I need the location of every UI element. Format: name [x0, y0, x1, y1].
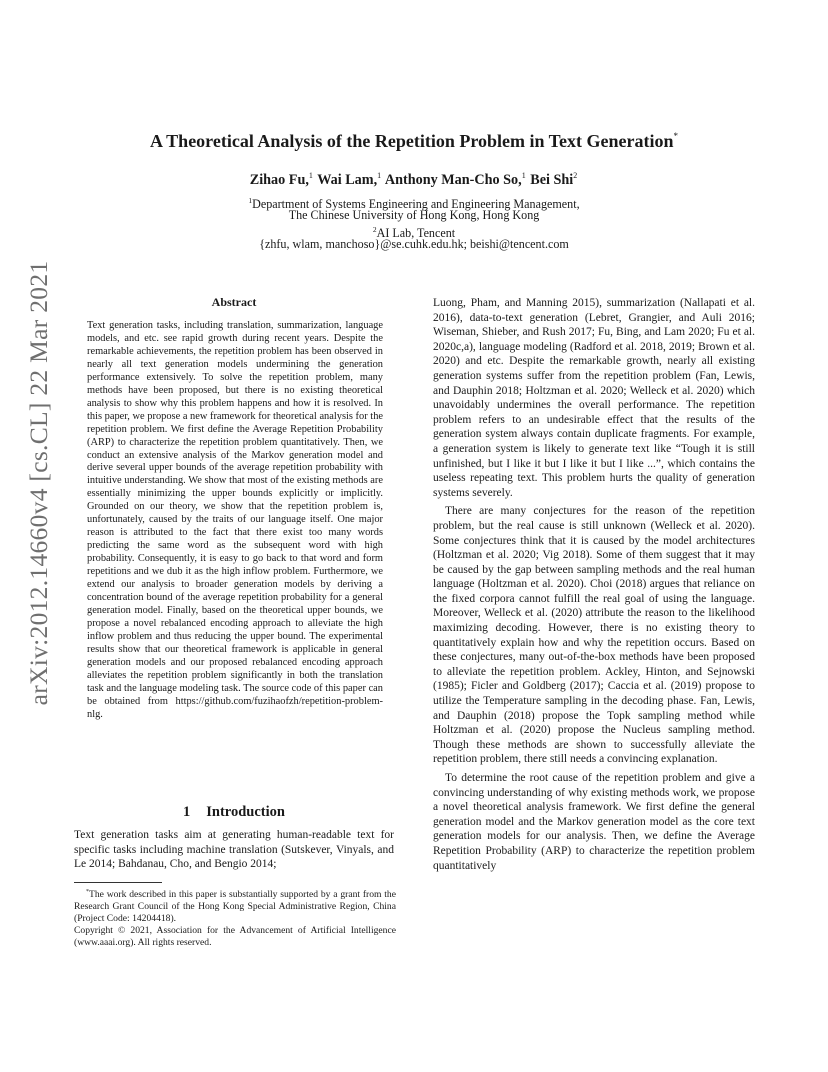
right-column [433, 296, 755, 873]
title-footnote-mark: * [673, 131, 678, 141]
footnote-block [74, 887, 396, 949]
paper-title: A Theoretical Analysis of the Repetition Problem in Text Generation [150, 131, 674, 151]
author-emails: {zhfu, wlam, manchoso}@se.cuhk.edu.hk; beishi@tencent.com [259, 237, 569, 251]
author-name: Bei Shi [530, 172, 574, 188]
paragraph-text: There are many conjectures for the reason of the repetition problem, but the real cause is still unknown (Welleck et al. 2020). Some conjectures think that it is caused by the model architectures (Holtzman et al. 2020; Vig 2018). Some of them suggest that it may be caused by the gap between sampling methods and the real human language (Holtzman et al. 2020). Choi (2018) argues that reliance on the fixed corpora cannot fulfill the real goal of using the language. Moreover, Welleck et al. (2020) attribute the reason to the likelihood maximizing decoding. However, there is no existing theory to quantitatively explain how and why the repetition occurs. Based on these conjectures, many out-of-the-box methods have been proposed to alleviate the repetition problem. Ackley, Hinton, and Sejnowski (1985); Ficler and Goldberg (2017); Caccia et al. (2019) propose to utilize the Temperature sampling in the decoding phase. Fan, Lewis, and Dauphin (2018) propose the Topk sampling method while Holtzman et al. (2020) propose the Nucleus sampling method. Though these methods are shown to successfully alleviate the repetition problem, there still needs a convincing explanation. [433, 505, 755, 766]
abstract-text: Text generation tasks, including translation, summarization, language models, and etc. see rapid growth during recent years. Despite the remarkable achievements, the repetition problem has been observed in nearly all text generation models undermining the generation performance extensively. To solve the repetition problem, many methods have been proposed, but there is no existing theoretical analysis to show why this problem happens and how it is resolved. In this paper, we propose a new framework for theoretical analysis for the repetition problem. We first define the Average Repetition Probability (ARP) to characterize the repetition problem quantitatively. Then, we conduct an extensive analysis of the Markov generation model and derive several upper bounds of the average repetition probability with intuitive understanding. We show that most of the existing methods are essentially minimizing the upper bounds explicitly or implicitly. Grounded on our theory, we show that the repetition problem is, unfortunately, caused by the traits of our language itself. One major reason is attributed to the fact that there exist too many words predicting the same word as the subsequent word with high probability. Consequently, it is easy to go back to that word and form repetitions and we dub it as the high inflow problem. Furthermore, we extend our analysis to broader generation models by deriving a concentration bound of the average repetition probability for a general generation model. Finally, based on the theoretical upper bounds, we propose a novel rebalanced encoding approach to alleviate the high inflow problem and thus reducing the upper bound. The experimental results show that our theoretical framework is applicable in general generation models and our proposed rebalanced encoding approach alleviates the repetition problem significantly in both the translation task and the language modeling task. The source code of this paper can be obtained from https://github.com/fuzihaofzh/repetition-problem-nlg. [87, 320, 383, 720]
section-title: Introduction [206, 804, 285, 820]
footnote-text-wrap [74, 887, 396, 925]
author-name: Zihao Fu, [249, 172, 309, 188]
author-name: Wai Lam, [317, 172, 378, 188]
footnote-rule [74, 882, 162, 883]
paragraph-text: Luong, Pham, and Manning 2015), summarization (Nallapati et al. 2016), data-to-text generation (Lebret, Grangier, and Auli 2016; Wiseman, Shieber, and Rush 2017; Fu, Bing, and Lam 2020; Fu et al. 2020c,a), language modeling (Radford et al. 2018, 2019; Brown et al. 2020) and etc. Despite the remarkable growth, nearly all existing generation systems suffer from the repetition problem (Fan, Lewis, and Dauphin 2018; Holtzman et al. 2020; Welleck et al. 2020) which unavoidably undermines the overall performance. The repetition problem refers to an undesirable effect that the results of the generation system always contain duplicate fragments. For example, a generation system is likely to generate text like “Tough it is still unfinished, but I like it but I like it but I like ...”, which contains the useless repeating text. This problem hurts the quality of generation systems severely. [433, 297, 755, 499]
footnote-text: The work described in this paper is substantially supported by a grant from the Research Grant Council of the Hong Kong Special Administrative Region, China (Project Code: 14204418). [74, 889, 396, 924]
paper-title-block [0, 131, 828, 152]
affiliation-department: Department of Systems Engineering and Engineering Management, [252, 197, 580, 211]
arxiv-sidebar-stamp [22, 260, 56, 706]
author-affiliation-mark: 1 [521, 171, 526, 180]
affiliation-university: The Chinese University of Hong Kong, Hong Kong [288, 208, 540, 222]
author-list [0, 171, 828, 189]
affiliation-mark: 2 [372, 225, 377, 234]
affiliation-line [0, 208, 828, 223]
paragraph-text: To determine the root cause of the repetition problem and give a convincing understanding of why existing methods work, we propose a novel theoretical analysis framework. We first define the general generation model and the Markov generation model as the core text generation models for our analysis. Then, we define the Average Repetition Probability (ARP) to characterize the repetition problem quantitatively [433, 772, 755, 872]
author-affiliation-mark: 1 [377, 171, 382, 180]
affiliation-company: AI Lab, Tencent [376, 226, 456, 240]
affiliation-line [0, 237, 828, 252]
footnote-mark: * [86, 889, 89, 895]
introduction-paragraph [74, 828, 394, 872]
section-heading-introduction [74, 804, 394, 821]
abstract-heading: Abstract [211, 295, 257, 309]
author-affiliation-mark: 1 [308, 171, 313, 180]
paragraph-text: Text generation tasks aim at generating human-readable text for specific tasks including machine translation (Sutskever, Vinyals, and Le 2014; Bahdanau, Cho, and Bengio 2014; [74, 829, 394, 871]
abstract-body [87, 320, 383, 722]
section-number: 1 [183, 804, 191, 820]
affiliation-mark: 1 [248, 196, 253, 205]
copyright-notice: Copyright © 2021, Association for the Advancement of Artificial Intelligence (www.aaai.org). All rights reserved. [74, 924, 396, 948]
arxiv-identifier: arXiv:2012.14660v4 [cs.CL] 22 Mar 2021 [24, 260, 53, 706]
author-affiliation-mark: 2 [573, 171, 578, 180]
author-name: Anthony Man-Cho So, [384, 172, 522, 188]
